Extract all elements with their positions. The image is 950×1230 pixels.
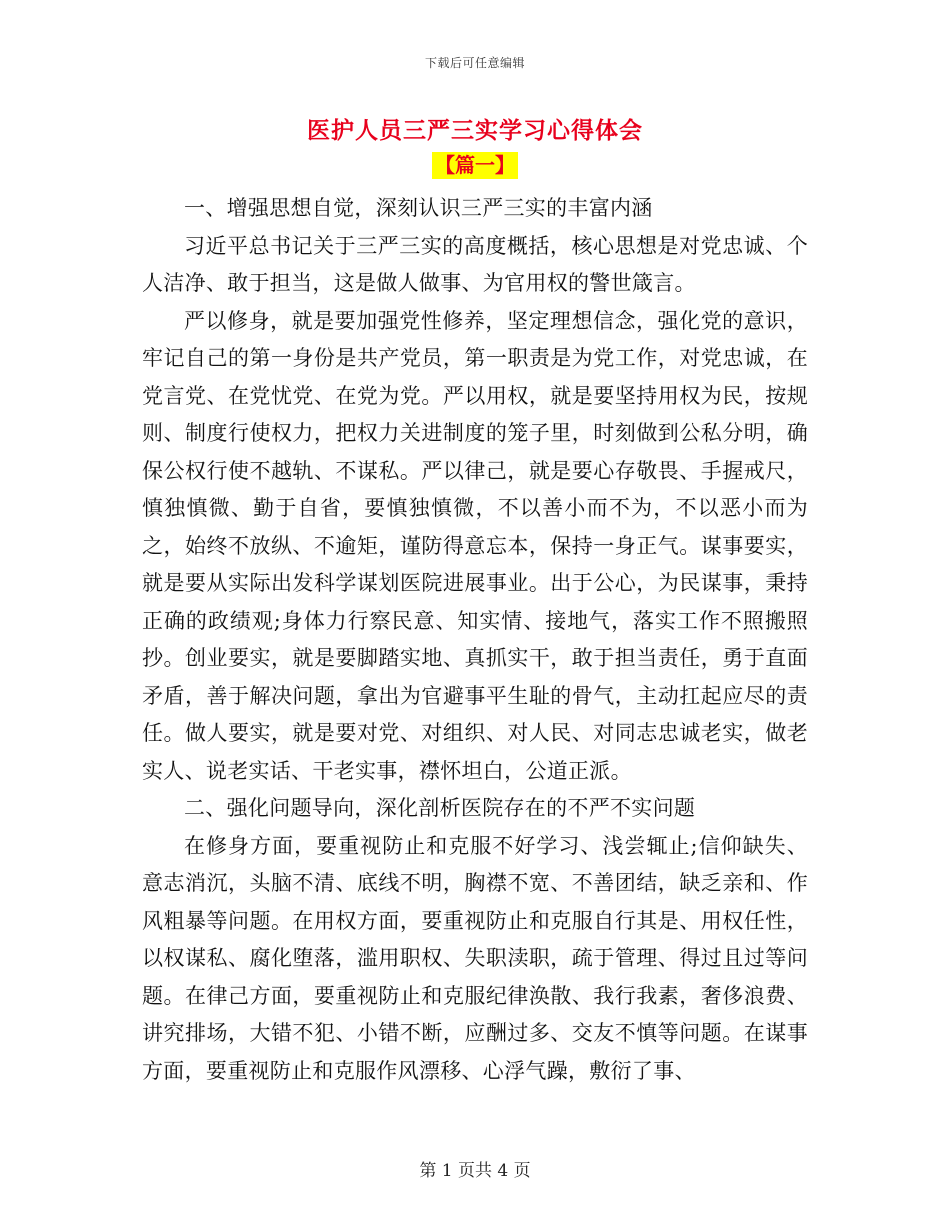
paragraph-heading-1: 一、增强思想自觉，深刻认识三严三实的丰富内涵 [184, 196, 653, 220]
section-tag-container [0, 152, 950, 179]
page-footer: 第 1 页共 4 页 [419, 1161, 531, 1181]
paragraph: 习近平总书记关于三严三实的高度概括，核心思想是对党忠诚、个人洁净、敢于担当，这是做人做事、为官用权的警世箴言。 [142, 233, 808, 295]
paragraph-heading-2: 二、强化问题导向，深化剖析医院存在的不严不实问题 [184, 796, 696, 820]
document-body [142, 190, 808, 1090]
paragraph: 在修身方面，要重视防止和克服不好学习、浅尝辄止;信仰缺失、意志消沉，头脑不清、底线不明，胸襟不宽、不善团结，缺乏亲和、作风粗暴等问题。在用权方面，要重视防止和克服自行其是、用权任性，以权谋私、腐化堕落，滥用职权、失职渎职，疏于管理、得过且过等问题。在律己方面，要重视防止和克服纪律涣散、我行我素，奢侈浪费、讲究排场，大错不犯、小错不断，应酬过多、交友不慎等问题。在谋事方面，要重视防止和克服作风漂移、心浮气躁，敷衍了事、 [142, 833, 808, 1083]
section-tag-highlight: 【篇一】 [432, 152, 518, 179]
document-title: 医护人员三严三实学习心得体会 [307, 117, 643, 144]
paragraph: 严以修身，就是要加强党性修养，坚定理想信念，强化党的意识，牢记自己的第一身份是共产党员，第一职责是为党工作，对党忠诚，在党言党、在党忧党、在党为党。严以用权，就是要坚持用权为民，按规则、制度行使权力，把权力关进制度的笼子里，时刻做到公私分明，确保公权行使不越轨、不谋私。严以律己，就是要心存敬畏、手握戒尺，慎独慎微、勤于自省，要慎独慎微，不以善小而不为，不以恶小而为之，始终不放纵、不逾矩，谨防得意忘本，保持一身正气。谋事要实，就是要从实际出发科学谋划医院进展事业。出于公心，为民谋事，秉持正确的政绩观;身体力行察民意、知实情、接地气，落实工作不照搬照抄。创业要实，就是要脚踏实地、真抓实干，敢于担当责任，勇于直面矛盾，善于解决问题，拿出为官避事平生耻的骨气，主动扛起应尽的责任。做人要实，就是要对党、对组织、对人民、对同志忠诚老实，做老实人、说老实话、干老实事，襟怀坦白，公道正派。 [142, 308, 808, 783]
header-note: 下载后可任意编辑 [424, 56, 525, 70]
